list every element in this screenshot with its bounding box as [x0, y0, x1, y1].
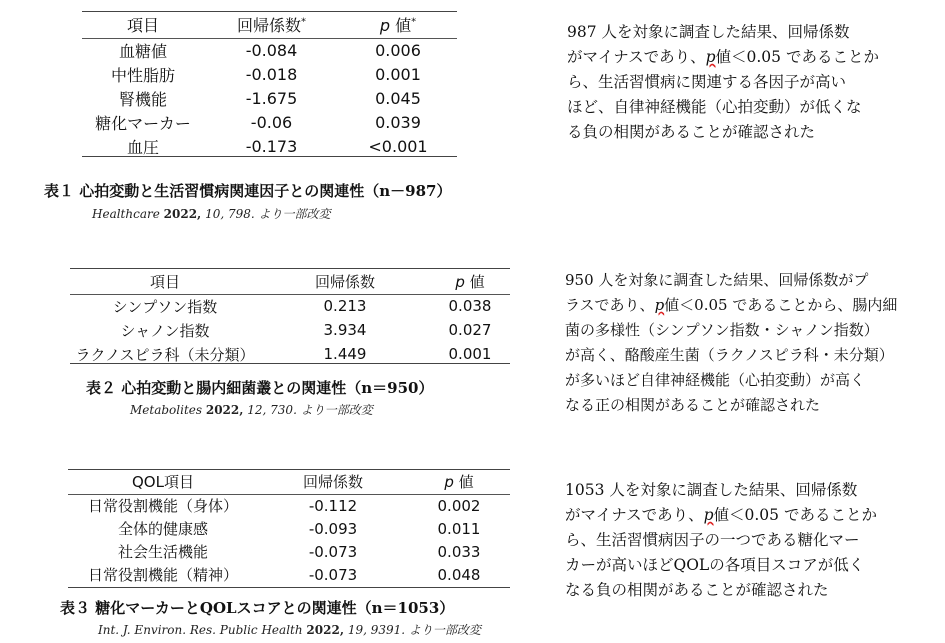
table-3-cell: 0.011 [437, 519, 481, 538]
table-2-caption: 表２ 心拍変動と腸内細菌叢との関連性（n＝950） [86, 379, 434, 397]
table-3-cell: 0.002 [437, 496, 481, 515]
table-3-cell: 日常役割機能（精神） [87, 566, 238, 584]
table-1-cell: 中性脂肪 [110, 65, 175, 85]
table-row [70, 318, 510, 342]
note-1-line: ほど、自律神経機能（心拍変動）が低くな [567, 98, 862, 116]
note-3-line: がマイナスであり、p値＜0.05 であることか [565, 506, 877, 524]
table-1-header-p: p 値* [339, 12, 457, 38]
table-1 [82, 12, 457, 158]
table-row [82, 86, 457, 110]
table-3-cell: 日常役割機能（身体） [87, 497, 238, 516]
table-3-bottom-rule [68, 587, 510, 588]
note-2-line: 950 人を対象に調査した結果、回帰係数がプ [565, 271, 869, 289]
table-2-cell: 0.213 [323, 297, 367, 316]
table-3-cell: -0.112 [308, 496, 358, 515]
table-row [82, 134, 457, 158]
table-3-cell: -0.073 [308, 565, 358, 584]
note-2-line: が多いほど自律神経機能（心拍変動）が高く [565, 371, 866, 389]
table-3-header-item: QOL項目 [68, 470, 258, 494]
note-1 [567, 20, 879, 145]
table-3-source: Int. J. Environ. Res. Public Health 2022, 19, 9391. より一部改変 [98, 623, 481, 637]
table-row [82, 110, 457, 134]
note-3-line: カーが高いほどQOLの各項目スコアが低く [565, 556, 865, 574]
table-2-header-item: 項目 [70, 269, 260, 294]
note-1-line: がマイナスであり、p値＜0.05 であることか [567, 48, 879, 66]
table-3-cell: -0.093 [308, 519, 358, 538]
note-3 [565, 478, 877, 603]
table-2-header-coef: 回帰係数 [260, 269, 430, 294]
table-1-cell: 0.045 [375, 88, 421, 108]
table-row [70, 294, 510, 318]
table-row [68, 517, 510, 540]
note-3-line: なる負の相関があることが確認された [565, 581, 829, 599]
note-1-line: 987 人を対象に調査した結果、回帰係数 [567, 23, 850, 41]
table-2 [70, 269, 510, 366]
table-3 [68, 470, 510, 586]
table-1-cell: 0.001 [375, 64, 421, 84]
table-2-cell: シャノン指数 [120, 321, 210, 340]
note-2-line: ラスであり、p値＜0.05 であることから、腸内細 [565, 296, 898, 314]
note-2-line: が高く、酪酸産生菌（ラクノスピラ科・未分類） [565, 346, 894, 364]
table-1-source: Healthcare 2022, 10, 798. より一部改変 [92, 207, 331, 221]
table-1-caption: 表１ 心拍変動と生活習慣病関連因子との関連性（n－987） [44, 182, 452, 200]
table-1-bottom-rule [82, 156, 457, 157]
table-1-cell: 0.039 [375, 112, 421, 132]
table-1-cell: -0.173 [245, 136, 298, 156]
table-1-cell: 0.006 [375, 40, 421, 60]
table-3-cell: 0.048 [437, 565, 481, 584]
table-row [82, 38, 457, 62]
table-2-cell: 0.038 [448, 297, 492, 316]
table-1-cell: 腎機能 [118, 89, 167, 109]
table-3-cell: -0.073 [308, 542, 358, 561]
table-2-cell: 3.934 [323, 321, 367, 339]
note-3-line: ら、生活習慣病因子の一つである糖化マー [565, 531, 860, 549]
table-2-cell: 0.027 [448, 321, 492, 339]
table-1-top-rule [82, 11, 457, 12]
table-3-cell: 社会生活機能 [117, 543, 208, 561]
table-2-header-p: p 値 [430, 269, 510, 294]
table-2-bottom-rule [70, 363, 510, 364]
table-2-cell: シンプソン指数 [112, 297, 218, 316]
table-3-top-rule [68, 469, 510, 470]
table-1-cell: -0.06 [250, 112, 293, 132]
table-2-source: Metabolites 2022, 12, 730. より一部改変 [130, 403, 373, 417]
table-3-caption: 表３ 糖化マーカーとQOLスコアとの関連性（n＝1053） [60, 599, 455, 617]
table-row [68, 494, 510, 517]
table-1-header-coef: 回帰係数* [204, 12, 339, 38]
table-3-header-p: p 値 [408, 470, 510, 494]
table-1-cell: -1.675 [245, 88, 298, 108]
table-row [82, 62, 457, 86]
note-2 [565, 268, 897, 418]
table-2-cell: ラクノスピラ科（未分類） [75, 345, 255, 364]
table-1-cell: -0.018 [245, 64, 298, 84]
note-3-line: 1053 人を対象に調査した結果、回帰係数 [565, 481, 858, 499]
table-1-cell: -0.084 [245, 40, 298, 60]
table-row [68, 563, 510, 586]
table-2-top-rule [70, 268, 510, 269]
table-3-header-coef: 回帰係数 [258, 470, 408, 494]
table-1-cell: 血糖値 [118, 41, 167, 61]
table-3-cell: 0.033 [437, 542, 481, 561]
table-1-cell: 糖化マーカー [95, 113, 191, 133]
table-1-cell: 血圧 [126, 137, 159, 157]
note-2-line: なる正の相関があることが確認された [565, 396, 821, 414]
table-2-cell: 1.449 [323, 345, 367, 363]
table-1-cell: <0.001 [368, 136, 428, 156]
note-1-line: ら、生活習慣病に関連する各因子が高い [567, 73, 847, 91]
table-3-cell: 全体的健康感 [117, 520, 208, 538]
table-row [68, 540, 510, 563]
table-1-header-item: 項目 [82, 12, 204, 38]
note-2-line: 菌の多様性（シンプソン指数・シャノン指数） [565, 321, 879, 339]
table-2-cell: 0.001 [448, 345, 492, 363]
note-1-line: る負の相関があることが確認された [567, 123, 816, 141]
